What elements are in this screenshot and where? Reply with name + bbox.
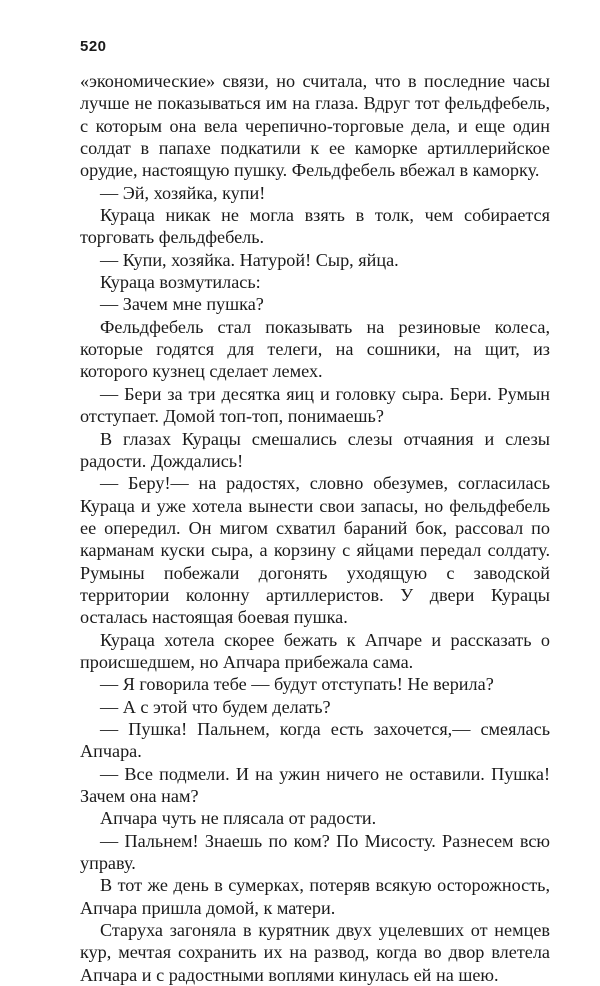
paragraph: Кураца хотела скорее бежать к Апчаре и рассказать о происшедшем, но Апчара прибежала сама. (80, 629, 550, 672)
paragraph: Кураца возмутилась: (100, 272, 261, 293)
paragraph: — Бери за три десятка яиц и головку сыра. Бери. Румын отступает. Домой топ-топ, понимаешь? (80, 383, 550, 427)
paragraph: Кураца никак не могла взять в толк, чем собирается торговать фельдфебель. (80, 205, 550, 248)
paragraph: «экономические» связи, но считала, что в последние часы лучше не показываться им на глаза. Вдруг тот фельдфебель, с которым она вела черепично-торговые дела, и еще один солдат в папахе подкатили к ее каморке артиллерийское орудие, настоящую пушку. Фельдфебель вбежал в каморку. (80, 71, 550, 181)
paragraph: — Пальнем! Знаешь по ком? По Мисосту. Разнесем всю управу. (80, 830, 550, 874)
paragraph: — А с этой что будем делать? (100, 696, 331, 717)
paragraph: — Пушка! Пальнем, когда есть захочется,— смеялась Апчара. (80, 718, 550, 762)
paragraph: Старуха загоняла в курятник двух уцелевших от немцев кур, мечтая сохранить их на развод, когда во двор влетела Апчара и с радостными воплями кинулась ей на шею. (80, 920, 550, 985)
paragraph: — Все подмели. И на ужин ничего не оставили. Пушка! Зачем она нам? (80, 763, 550, 806)
paragraph: — Беру!— на радостях, словно обезумев, согласилась Кураца и уже хотела вынести свои запасы, но фельдфебель ее опередил. Он мигом схватил бараний бок, рассовал по карманам куски сыра, а корзину с яйцами передал солдату. Румыны побежали догонять уходящую с заводской территории колонну артиллеристов. У двери Курацы осталась настоящая боевая пушка. (80, 473, 550, 628)
paragraph: Апчара чуть не плясала от радости. (100, 808, 377, 829)
page-number: 520 (80, 38, 107, 55)
paragraph: — Эй, хозяйка, купи! (100, 182, 266, 203)
paragraph: — Зачем мне пушка? (100, 294, 264, 315)
paragraph: — Купи, хозяйка. Натурой! Сыр, яйца. (100, 249, 399, 270)
paragraph: В тот же день в сумерках, потеряв всякую осторожность, Апчара пришла домой, к матери. (80, 875, 550, 918)
paragraph: Фельдфебель стал показывать на резиновые колеса, которые годятся для телеги, на сошники, на щит, из которого кузнец сделает лемех. (80, 316, 550, 382)
paragraph: — Я говорила тебе — будут отступать! Не верила? (100, 674, 494, 695)
body-text (80, 70, 550, 986)
paragraph: В глазах Курацы смешались слезы отчаяния и слезы радости. Дождались! (80, 428, 550, 471)
